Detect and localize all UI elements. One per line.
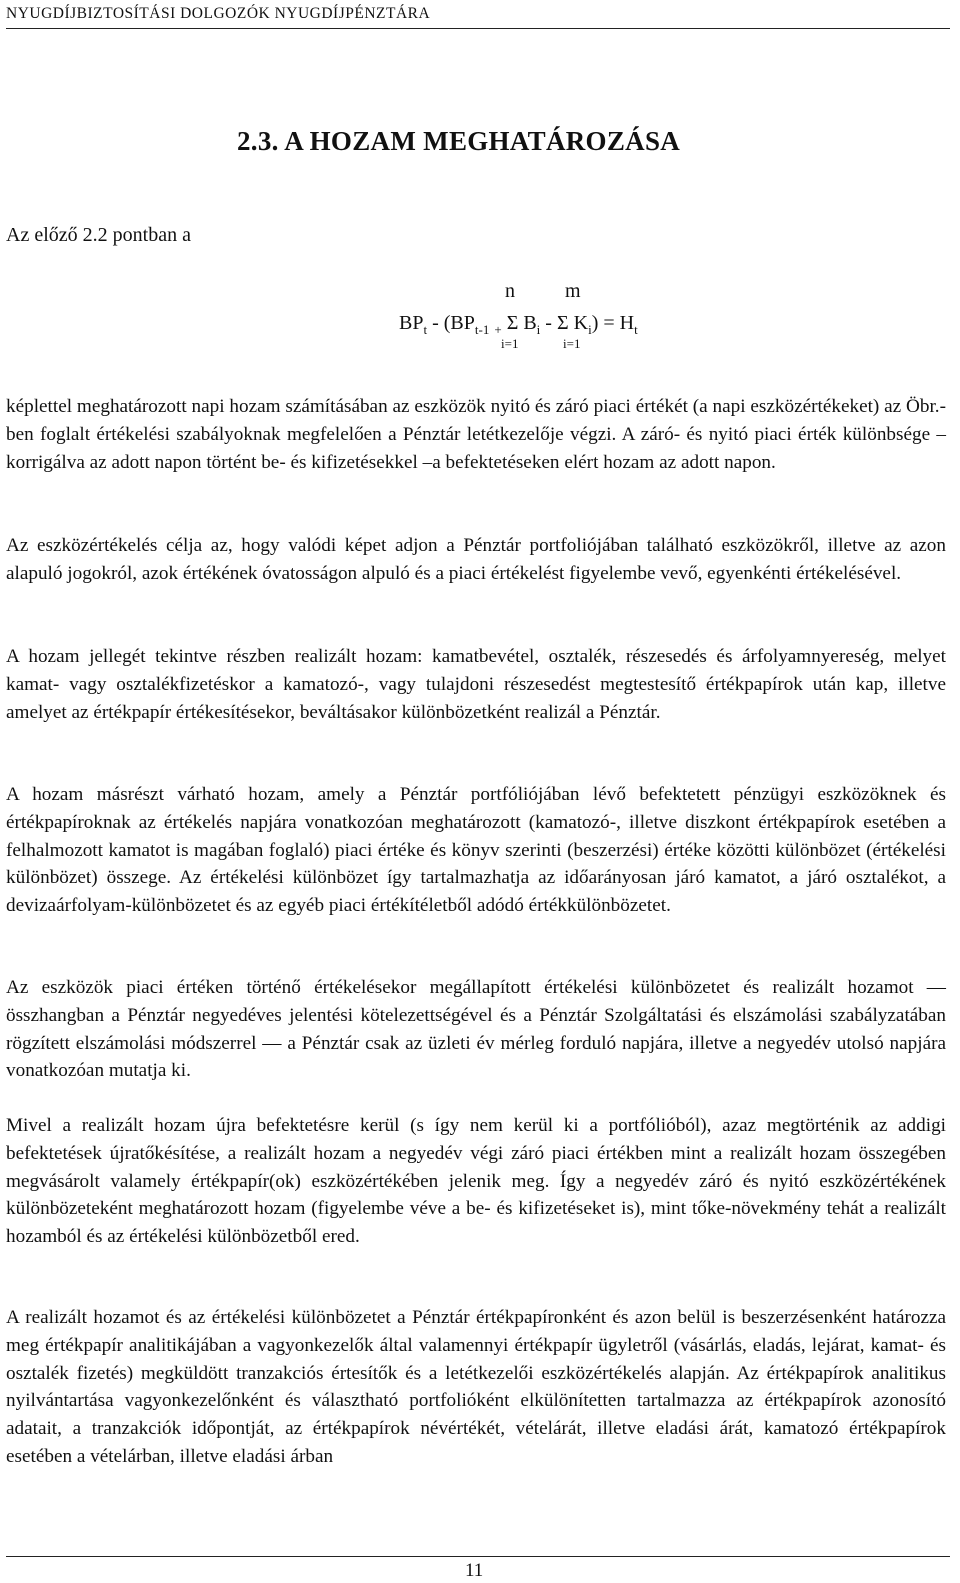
intro-text: Az előző 2.2 pontban a: [6, 224, 191, 246]
formula-main: $BP_t - (BP_{t-1}$ $_+$ Σ $B_i$ - Σ $K_i) = H_t$: [399, 312, 638, 337]
page-header: NYUGDÍJBIZTOSÍTÁSI DOLGOZÓK NYUGDÍJPÉNZTÁRA: [6, 2, 950, 29]
formula-upper-m: m: [565, 280, 581, 302]
paragraph-1: képlettel meghatározott napi hozam számításában az eszközök nyitó és záró piaci értékét (a napi eszközértékeket) az Öbr.-ben foglalt értékelési szabályoknak megfelelően a Pénztár letétkezelője végzi. A záró- és nyitó piaci érték különbsége – korrigálva az adott napon történt be- és kifizetésekkel –a befektetéseken elért hozam az adott napon.: [6, 396, 946, 473]
paragraph-5: Az eszközök piaci értéken történő értékelésekor megállapított értékelési különbözetet és realizált hozamot — összhangban a Pénztár negyedéves jelentési kötelezettségével és a Pénztár Szolgáltatási és elszámolási szabályzatában rögzített elszámolási módszerrel — a Pénztár csak az üzleti év mérleg forduló napjára, illetve a negyedév utolsó napjára vonatkozóan mutatja ki.: [6, 977, 946, 1082]
formula-upper-n: n: [505, 280, 515, 302]
formula-lower-2: i=1: [563, 336, 581, 351]
paragraph-2: Az eszközértékelés célja az, hogy valódi képet adjon a Pénztár portfoliójában található eszközökről, illetve az azon alapuló jogokról, azok értékének óvatosságon alpuló és a piaci értékelést figyelembe vevő, egyenkénti értékelésével.: [6, 535, 946, 584]
section-title: 2.3. A HOZAM MEGHATÁROZÁSA: [237, 126, 681, 156]
paragraph-4: A hozam másrészt várható hozam, amely a Pénztár portfóliójában lévő befektetett pénzügyi eszközöknek és értékpapíroknak az értékelés napjára vonatkozóan meghatározott (kamatozó-, illetve diszkont értékpapírok esetében a felhalmozott kamatot is magában foglaló) piaci értéke és könyv szerinti (beszerzési) értéke közötti különbözet (értékelési különbözet) összege. Az értékelési különbözet így tartalmazhatja az időarányosan járó kamatot, a járó osztalékot, a devizaárfolyam-különbözetet és az egyéb piaci értékítéletből adódó értékkülönbözetet.: [6, 784, 946, 917]
formula-lower-1: i=1: [501, 336, 519, 351]
paragraph-6: Mivel a realizált hozam újra befektetésre kerül (s így nem kerül ki a portfólióból), azaz megtörténik az addigi befektetések újratőkésítése, a realizált hozam a negyedév végi záró piaci értékben mint a realizált hozam összegében megvásárolt valamely értékpapír(ok) eszközértékében jelenik meg. Így a negyedév záró és nyitó eszközértékének különbözeteként meghatározott hozam (figyelembe véve a be- és kifizetéseket is), mint tőke-növekmény tehát a realizált hozamból és az értékelési különbözetből ered.: [6, 1115, 946, 1248]
page-number: 11: [465, 1560, 484, 1581]
paragraph-3: A hozam jellegét tekintve részben realizált hozam: kamatbevétel, osztalék, részesedés és árfolyamnyereség, melyet kamat- vagy osztalékfizetéskor a kamatozó-, vagy tulajdoni részesedést megtestesítő értékpapírok után kap, illetve amelyet az értékpapír értékesítésekor, beváltásakor különbözetként realizál a Pénztár.: [6, 646, 946, 723]
formula: [0, 276, 960, 356]
footer-divider: [6, 1556, 950, 1557]
paragraph-7: A realizált hozamot és az értékelési különbözetet a Pénztár értékpapíronként és azon belül is beszerzésenként határozza meg értékpapír analitikájában a vagyonkezelők által valamennyi értékpapír ügyletről (vásárlás, eladás, lejárat, kamat- és osztalék fizetés) megküldött tranzakciós értesítők és a letétkezelői eszközértékelés alapján. Az értékpapírok analitikus nyilvántartása vagyonkezelőnként és választható portfolióként elkülönítetten tartalmazza az értékpapírok azonosító adatait, a tranzakciók időpontját, az értékpapírok névértékét, vételárát, illetve eladási árát, kamatozó értékpapírok esetében a vételárban, illetve eladási árban: [6, 1307, 946, 1467]
